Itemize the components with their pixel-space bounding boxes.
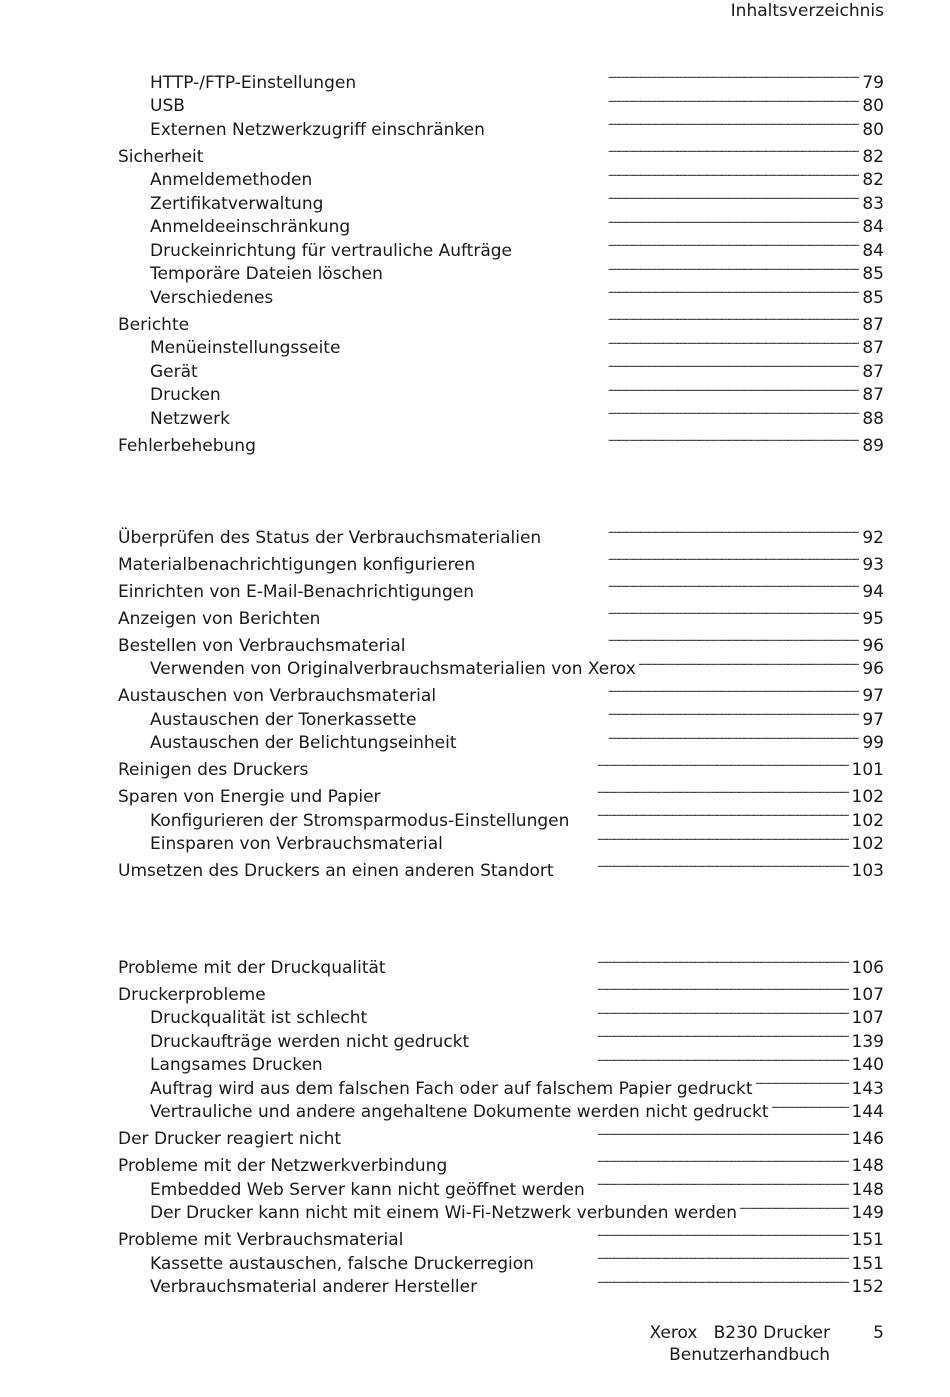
toc-entry-title: Drucken [150, 385, 221, 405]
toc-entry-page: 151 [851, 1230, 884, 1250]
toc-entry-page: 84 [862, 240, 884, 261]
toc-entry-page: 146 [851, 1129, 884, 1149]
toc-leader-dots [326, 185, 859, 209]
toc-entry-title: Konfigurieren der Stromsparmodus-Einstellungen [150, 810, 570, 831]
toc-leader-dots [201, 353, 860, 377]
toc-entry[interactable] [118, 573, 884, 602]
toc-entry-page: 102 [851, 834, 884, 854]
toc-leader-dots [588, 1171, 849, 1195]
toc-leader-dots [343, 330, 859, 354]
toc-entry-title: Fehlerbehebung [118, 435, 256, 456]
toc-entry-title: Anmeldemethoden [150, 170, 313, 190]
toc-leader-dots [515, 232, 859, 256]
toc-entry-page: 85 [862, 287, 884, 308]
toc-leader-dots [740, 1195, 849, 1219]
toc-entry[interactable] [118, 1094, 884, 1122]
toc-entry-page: 101 [851, 760, 884, 780]
toc-entry[interactable] [118, 1000, 884, 1028]
toc-leader-dots [450, 1148, 848, 1172]
toc-entry-page: 102 [851, 787, 884, 807]
toc-entry-page: 103 [851, 861, 884, 881]
toc-entry-title: Überprüfen des Status der Verbrauchsmaterialien [118, 527, 542, 548]
toc-entry-title: Austauschen von Verbrauchsmaterial [118, 686, 437, 706]
toc-entry-title: Kassette austauschen, falsche Druckerregion [150, 1253, 534, 1274]
toc-leader-dots [544, 519, 859, 543]
toc-leader-dots [353, 209, 859, 233]
toc-entry-title: Druckeinrichtung für vertrauliche Aufträge [150, 240, 512, 261]
toc-entry-page: 148 [851, 1179, 884, 1200]
toc-entry-page: 99 [862, 733, 884, 753]
toc-entry-title: Materialbenachrichtigungen konfigurieren [118, 554, 476, 575]
toc-entry-page: 87 [862, 314, 884, 335]
toc-entry[interactable] [118, 279, 884, 308]
toc-entry-page: 89 [862, 435, 884, 456]
toc-entry[interactable] [118, 427, 884, 456]
running-header: Inhaltsverzeichnis [730, 1, 884, 21]
toc-entry-title: HTTP-/FTP-Einstellungen [150, 72, 357, 93]
toc-entry-page: 97 [862, 686, 884, 706]
footer-brand: Xerox B230 Drucker [649, 1323, 830, 1343]
toc-leader-dots [311, 752, 848, 776]
toc-leader-dots [446, 826, 849, 850]
toc-entry[interactable] [118, 306, 884, 335]
toc-entry[interactable] [118, 138, 884, 167]
toc-entry-page: 151 [851, 1253, 884, 1274]
toc-leader-dots [472, 1023, 848, 1047]
toc-entry-page: 102 [851, 810, 884, 831]
toc-entry-page: 139 [851, 1031, 884, 1052]
toc-entry-title: Bestellen von Verbrauchsmaterial [118, 635, 406, 656]
footer-guide: Benutzerhandbuch [669, 1345, 830, 1365]
toc-entry[interactable] [118, 976, 884, 1005]
toc-entry[interactable] [118, 651, 884, 679]
toc-entry-title: USB [150, 96, 185, 116]
toc-entry-title: Reinigen des Druckers [118, 760, 309, 780]
toc-entry-page: 96 [862, 659, 884, 679]
toc-entry-page: 80 [862, 96, 884, 116]
toc-entry-title: Austauschen der Tonerkassette [150, 709, 417, 730]
toc-entry-title: Einsparen von Verbrauchsmaterial [150, 834, 443, 854]
toc-entry-page: 107 [851, 1008, 884, 1028]
toc-leader-dots [359, 64, 859, 88]
toc-leader-dots [537, 1245, 849, 1269]
toc-leader-dots [488, 111, 859, 135]
toc-entry[interactable] [118, 185, 884, 214]
toc-leader-dots [259, 427, 859, 451]
toc-entry-page: 140 [851, 1055, 884, 1075]
toc-leader-dots [639, 651, 860, 675]
toc-entry[interactable] [118, 64, 884, 93]
toc-section-2 [118, 519, 884, 881]
toc-entry[interactable] [118, 600, 884, 629]
toc-entry-page: 85 [862, 264, 884, 284]
toc-entry-page: 94 [862, 581, 884, 602]
toc-entry-title: Temporäre Dateien löschen [150, 264, 383, 284]
toc-entry[interactable] [118, 802, 884, 831]
toc-entry-title: Druckaufträge werden nicht gedruckt [150, 1031, 470, 1052]
toc-entry[interactable] [118, 209, 884, 237]
toc-leader-dots [386, 256, 859, 280]
toc-leader-dots [389, 949, 849, 973]
toc-entry[interactable] [118, 779, 884, 807]
toc-leader-dots [326, 1047, 849, 1071]
toc-entry[interactable] [118, 377, 884, 405]
toc-entry[interactable] [118, 256, 884, 284]
toc-entry[interactable] [118, 232, 884, 261]
toc-entry-title: Zertifikatverwaltung [150, 193, 324, 214]
toc-leader-dots [188, 88, 859, 112]
toc-entry[interactable] [118, 752, 884, 780]
toc-entry-title: Menüeinstellungsseite [150, 338, 341, 358]
toc-entry-page: 83 [862, 193, 884, 214]
toc-leader-dots [192, 306, 859, 330]
toc-entry-title: Netzwerk [150, 408, 230, 429]
toc-entry-title: Sparen von Energie und Papier [118, 787, 381, 807]
toc-section-1 [118, 64, 884, 456]
toc-entry[interactable] [118, 949, 884, 978]
toc-leader-dots [557, 853, 849, 877]
toc-entry-page: 82 [862, 146, 884, 167]
footer [649, 1322, 830, 1366]
toc-entry-page: 87 [862, 338, 884, 358]
toc-entry-page: 80 [862, 119, 884, 140]
toc-entry-page: 87 [862, 385, 884, 405]
toc-entry-title: Einrichten von E-Mail-Benachrichtigungen [118, 581, 474, 602]
toc-leader-dots [477, 573, 859, 597]
toc-entry-page: 106 [851, 957, 884, 978]
toc-leader-dots [409, 627, 860, 651]
toc-entry-title: Gerät [150, 361, 198, 382]
toc-leader-dots [406, 1222, 848, 1246]
toc-entry[interactable] [118, 1195, 884, 1223]
toc-entry[interactable] [118, 330, 884, 358]
toc-entry-title: Berichte [118, 314, 190, 335]
toc-entry-title: Sicherheit [118, 146, 204, 167]
toc-entry-title: Langsames Drucken [150, 1055, 323, 1075]
toc-entry-title: Der Drucker reagiert nicht [118, 1129, 342, 1149]
toc-entry-title: Anmeldeeinschränkung [150, 217, 351, 237]
toc-entry-title: Vertrauliche und andere angehaltene Dokumente werden nicht gedruckt [150, 1102, 769, 1122]
toc-entry-title: Umsetzen des Druckers an einen anderen Standort [118, 861, 554, 881]
toc-entry[interactable] [118, 111, 884, 140]
toc-entry-title: Externen Netzwerkzugriff einschränken [150, 119, 485, 140]
toc-entry-page: 87 [862, 361, 884, 382]
toc-entry-page: 88 [862, 408, 884, 429]
toc-entry-title: Austauschen der Belichtungseinheit [150, 733, 457, 753]
toc-leader-dots [419, 701, 859, 725]
toc-entry-page: 96 [862, 635, 884, 656]
toc-entry-title: Auftrag wird aus dem falschen Fach oder auf falschem Papier gedruckt [150, 1078, 753, 1099]
toc-entry[interactable] [118, 88, 884, 116]
toc-leader-dots [460, 725, 860, 749]
toc-entry[interactable] [118, 701, 884, 730]
toc-entry[interactable] [118, 1148, 884, 1176]
toc-leader-dots [233, 400, 859, 424]
toc-entry-title: Verbrauchsmaterial anderer Hersteller [150, 1277, 478, 1297]
toc-entry-title: Probleme mit der Druckqualität [118, 957, 386, 978]
toc-entry[interactable] [118, 1222, 884, 1250]
toc-entry[interactable] [118, 519, 884, 548]
toc-entry[interactable] [118, 826, 884, 854]
toc-entry-title: Anzeigen von Berichten [118, 608, 321, 629]
toc-leader-dots [344, 1121, 849, 1145]
toc-entry-page: 149 [851, 1203, 884, 1223]
toc-leader-dots [269, 976, 849, 1000]
toc-entry-title: Der Drucker kann nicht mit einem Wi-Fi-Netzwerk verbunden werden [150, 1203, 737, 1223]
toc-entry[interactable] [118, 627, 884, 656]
toc-leader-dots [276, 279, 859, 303]
toc-leader-dots [772, 1094, 849, 1118]
toc-entry-title: Embedded Web Server kann nicht geöffnet werden [150, 1179, 585, 1200]
toc-entry[interactable] [118, 1269, 884, 1297]
toc-entry[interactable] [118, 400, 884, 429]
toc-entry-page: 107 [851, 984, 884, 1005]
toc-leader-dots [439, 678, 859, 702]
toc-entry-page: 92 [862, 527, 884, 548]
toc-entry[interactable] [118, 162, 884, 190]
toc-leader-dots [756, 1070, 849, 1094]
toc-entry-title: Probleme mit Verbrauchsmaterial [118, 1230, 404, 1250]
toc-leader-dots [478, 546, 859, 570]
toc-entry-title: Verschiedenes [150, 287, 274, 308]
toc-entry-page: 93 [862, 554, 884, 575]
toc-section-3 [118, 949, 884, 1297]
toc-entry-page: 97 [862, 709, 884, 730]
toc-entry[interactable] [118, 1245, 884, 1274]
toc-entry-page: 152 [851, 1277, 884, 1297]
toc-entry-page: 148 [851, 1156, 884, 1176]
toc-entry[interactable] [118, 1070, 884, 1099]
toc-entry-page: 79 [862, 72, 884, 93]
toc-entry-title: Verwenden von Originalverbrauchsmaterialien von Xerox [150, 659, 636, 679]
toc-leader-dots [323, 600, 859, 624]
toc-leader-dots [572, 802, 848, 826]
toc-entry[interactable] [118, 1047, 884, 1075]
toc-entry[interactable] [118, 853, 884, 881]
toc-entry[interactable] [118, 546, 884, 575]
toc-entry-page: 84 [862, 217, 884, 237]
toc-entry[interactable] [118, 1121, 884, 1149]
toc-entry[interactable] [118, 678, 884, 706]
toc-leader-dots [480, 1269, 848, 1293]
toc-entry[interactable] [118, 1023, 884, 1052]
toc-leader-dots [224, 377, 860, 401]
toc-leader-dots [206, 138, 859, 162]
toc-entry[interactable] [118, 353, 884, 382]
toc-leader-dots [370, 1000, 848, 1024]
toc-entry-page: 95 [862, 608, 884, 629]
toc-leader-dots [384, 779, 849, 803]
toc-entry-page: 143 [851, 1078, 884, 1099]
toc-leader-dots [315, 162, 859, 186]
toc-entry-title: Probleme mit der Netzwerkverbindung [118, 1156, 448, 1176]
toc-entry-page: 144 [851, 1102, 884, 1122]
toc-entry[interactable] [118, 725, 884, 753]
toc-entry-page: 82 [862, 170, 884, 190]
toc-entry-title: Druckqualität ist schlecht [150, 1008, 368, 1028]
toc-entry-title: Druckerprobleme [118, 984, 266, 1005]
toc-entry[interactable] [118, 1171, 884, 1200]
page-number: 5 [873, 1323, 884, 1343]
